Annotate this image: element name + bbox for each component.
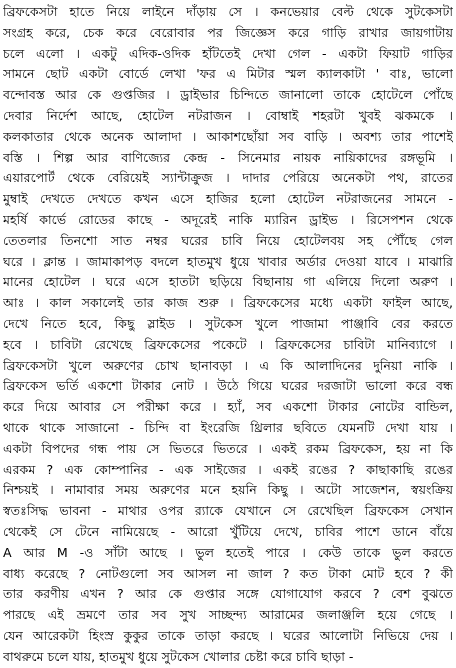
- text-line: ব্রিফকেসটা খুলে অরুণের চোখ ছানাবড়া । এ কি আলাদিনের দুনিয়া নাকি ।: [3, 357, 453, 373]
- text-line: করে দিয়ে আবার সে পরীক্ষা করে । হ্যাঁ, সব একশো টাকার নোটের বান্ডিল,: [3, 399, 453, 415]
- text-line: দেখে নিতে হবে, কিছু স্লাইড । সুটকেস খুলে পাজামা পাঞ্জাবি বের করতে: [3, 315, 453, 331]
- text-line: সংগ্রহ করে, চেক করে বেরোবার পর জিজ্ঞেস করে গাড়ি রাখার জায়গাটায়: [3, 24, 453, 40]
- text-line: যেন আরেকটা হিংস্র কুকুর তাকে তাড়া করছে । ঘরের আলোটা নিভিয়ে দেয় ।: [3, 627, 453, 643]
- text-line: চলে এলো । একটু এদিক-ওদিক হাঁটতেই দেখা গেল - একটা ফিয়াট গাড়ির: [3, 45, 453, 61]
- text-line: ব্রিফকেসটা হাতে নিয়ে লাইনে দাঁড়ায় সে । কনভেয়ার বেল্ট থেকে সুটকেসটা: [3, 4, 453, 19]
- text-line: মানের হোটেল । ঘরে এসে হাতটা ছড়িয়ে বিছানায় গা এলিয়ে দিলো অরুণ ।: [3, 274, 453, 290]
- text-line: বাথরুমে চলে যায়, হাতমুখ ধুয়ে সুটকেস খোলার চেষ্টা করে চাবি ছাড়া -: [3, 648, 354, 664]
- text-line: হবে । চাবিটা রেখেছে ব্রিফকেসের পকেটে । ব্রিফকেসের চাবিটা মানিব্যাগে ।: [3, 336, 453, 352]
- text-line: তার করণীয় এখন ? আর কে গুপ্তার সঙ্গে যোগাযোগ করবে ? বেশ বুঝতে: [3, 586, 453, 602]
- text-line: এয়ারপোর্ট থেকে বেরিয়েই স্যান্টাক্রুজ । দাদার পেরিয়ে অনেকটা পথ, রাতের: [3, 170, 453, 186]
- text-line: নিশ্চয়ই । নামাবার সময় অরুণের মনে হয়নি কিছু । অটো সাজেশন, স্বয়ংক্রিয়: [3, 482, 453, 498]
- text-line: স্বতঃসিদ্ধ ভাবনা - মাথার ওপর র‍্যাকে যেখানে সে রেখেছিল ব্রিফকেস সেখান: [3, 503, 453, 519]
- text-line: একটা বিপদের গন্ধ পায় সে ভিতরে ভিতরে । একই রকম ব্রিফকেস, হয় না কি: [3, 440, 453, 456]
- text-line: থাকে থাকে সাজানো - চিন্দি বা ইংরেজি থ্রিলার ছবিতে যেমনটি দেখা যায় ।: [3, 419, 453, 435]
- text-line: তেতলার তিনশো সাত নম্বর ঘরের চাবি নিয়ে হোটেলবয় সহ পৌঁছে গেল: [3, 232, 453, 248]
- text-line: সামনে ছোট একটা বোর্ডে লেখা 'ফর এ মিটার স্মল ক্যালকাটা ' বাঃ, ভালো: [3, 66, 453, 82]
- text-line: ব্রিফকেস ভর্তি একশো টাকার নোট । উঠে গিয়ে ঘরের দরজাটা ভালো করে বন্ধ: [3, 378, 453, 394]
- text-line: মুম্বাই দেখতে দেখতে কখন এসে হাজির হলো হোটেল নটরাজনের সামনে -: [3, 191, 453, 207]
- text-line: ঘরে । ক্লান্ত । জামাকাপড় বদলে হাতমুখ ধুয়ে খাবার অর্ডার দেওয়া যাবে । মাঝারি: [3, 253, 453, 269]
- text-line: আঃ । কাল সকালেই তার কাজ শুরু । ব্রিফকেসের মধ্যে একটা ফাইল আছে,: [3, 295, 453, 311]
- text-line: থেকেই সে টেনে নামিয়েছে - আরো খুঁটিয়ে দেখে, চাবির পাশে ডানে বাঁয়ে: [3, 523, 453, 539]
- text-line: কলকাতার থেকে অনেক আলাদা । আকাশছোঁয়া সব বাড়ি । অবশ্য তার পাশেই: [3, 128, 453, 144]
- text-line: বন্দোবস্ত আর কে গুপ্তজির । ড্রাইভার চিন্দিতে জানালো তাকে হোটেলে পোঁছে: [3, 87, 453, 103]
- text-line: A আর M -ও সাঁটা আছে । ভুল হতেই পারে । কেউ তাকে ভুল করতে: [3, 544, 453, 560]
- text-line: বস্তি । শিল্প আর বাণিজ্যের কেন্দ্র - সিনেমার নায়ক নায়িকাদের রঙ্গভূমি ।: [3, 149, 453, 165]
- text-line: পারছে এই ভ্রমণে তার সব সুখ সাচ্ছন্দ্য আরামের জলাঞ্জলি হয়ে গেছে ।: [3, 607, 453, 623]
- text-line: বাধ্য করেছে ? নোটগুলো সব আসল না জাল ? কত টাকা মোট হবে ? কী: [3, 565, 453, 581]
- text-line: দেবার নির্দেশ আছে, হোটেল নটরাজন । বোম্বাই শহরটা খুবই ঝকমকে ।: [3, 107, 453, 123]
- text-line: এরকম ? এক কোম্পানির - এক সাইজের । একই রঙের ? কাছাকাছি রঙের: [3, 461, 453, 477]
- text-line: মহর্ষি কার্ভে রোডের কাছে - অদূরেই নাকি ম্যারিন ড্রাইভ । রিসেপশন থেকে: [3, 211, 453, 227]
